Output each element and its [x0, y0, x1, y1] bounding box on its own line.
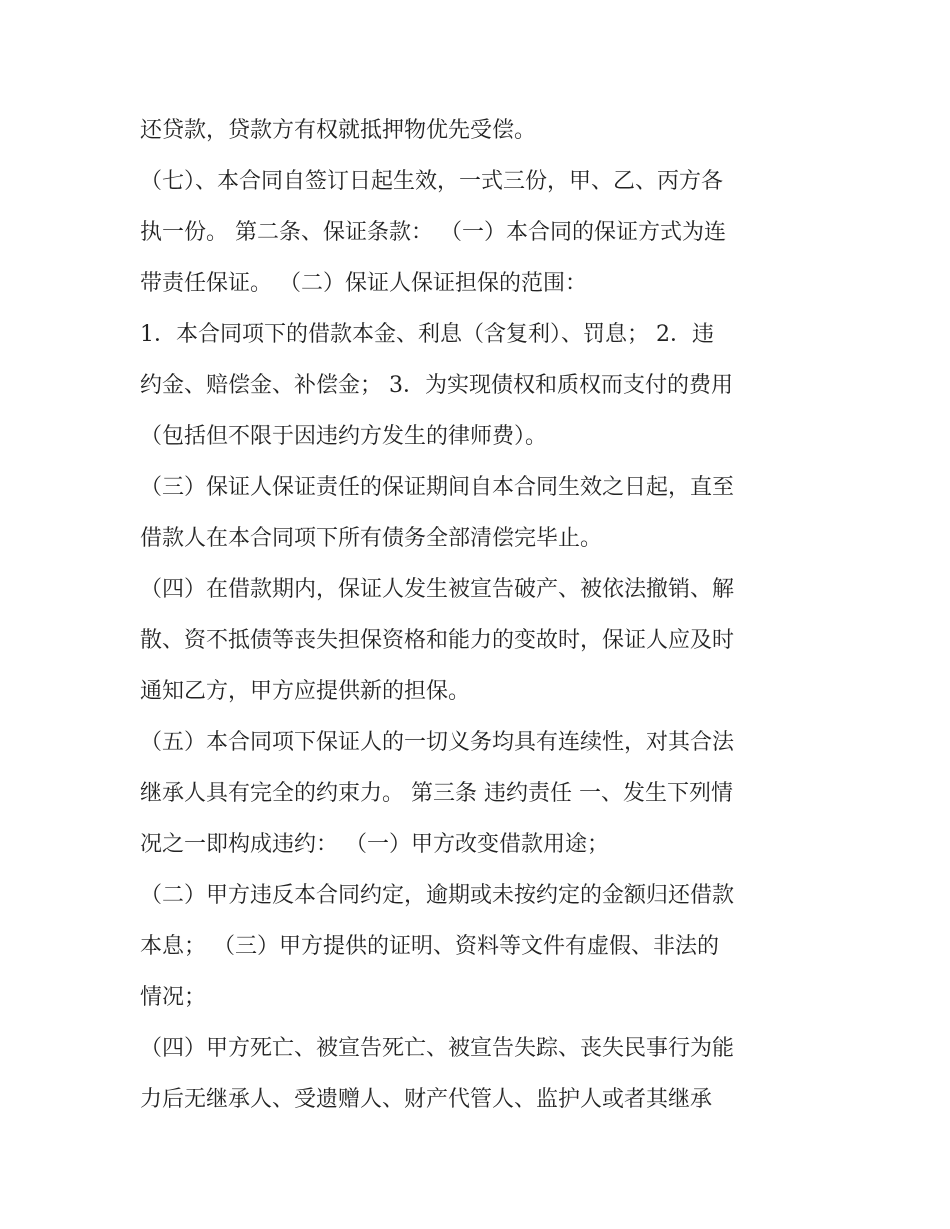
text-line: （包括但不限于因违约方发生的律师费）。	[140, 424, 548, 449]
text-line: 1．本合同项下的借款本金、利息（含复利）、罚息； 2．违	[140, 322, 714, 347]
document-body	[140, 105, 820, 1125]
text-line: 散、资不抵债等丧失担保资格和能力的变故时，保证人应及时	[140, 628, 735, 653]
text-line: 通知乙方，甲方应提供新的担保。	[140, 679, 471, 704]
text-line: （三）保证人保证责任的保证期间自本合同生效之日起，直至	[140, 475, 735, 500]
text-line: 情况；	[140, 985, 207, 1010]
text-line: 执一份。 第二条、保证条款： （一）本合同的保证方式为连	[140, 220, 726, 245]
text-line: （五）本合同项下保证人的一切义务均具有连续性，对其合法	[140, 730, 735, 755]
text-line: 带责任保证。 （二）保证人保证担保的范围：	[140, 271, 587, 296]
text-line: 本息； （三）甲方提供的证明、资料等文件有虚假、非法的	[140, 934, 719, 959]
text-line: 继承人具有完全的约束力。 第三条 违约责任 一、发生下列情	[140, 781, 733, 806]
text-line: 约金、赔偿金、补偿金； 3．为实现债权和质权而支付的费用	[140, 373, 733, 398]
text-line: 还贷款，贷款方有权就抵押物优先受偿。	[140, 118, 537, 143]
text-line: （七）、本合同自签订日起生效，一式三份，甲、乙、丙方各	[140, 169, 724, 194]
text-line: （二）甲方违反本合同约定，逾期或未按约定的金额归还借款	[140, 883, 735, 908]
text-line: （四）在借款期内，保证人发生被宣告破产、被依法撤销、解	[140, 577, 735, 602]
text-line: （四）甲方死亡、被宣告死亡、被宣告失踪、丧失民事行为能	[140, 1036, 735, 1061]
text-line: 况之一即构成违约： （一）甲方改变借款用途；	[140, 832, 609, 857]
text-line: 借款人在本合同项下所有债务全部清偿完毕止。	[140, 526, 603, 551]
text-line: 力后无继承人、受遗赠人、财产代管人、监护人或者其继承	[140, 1087, 713, 1112]
